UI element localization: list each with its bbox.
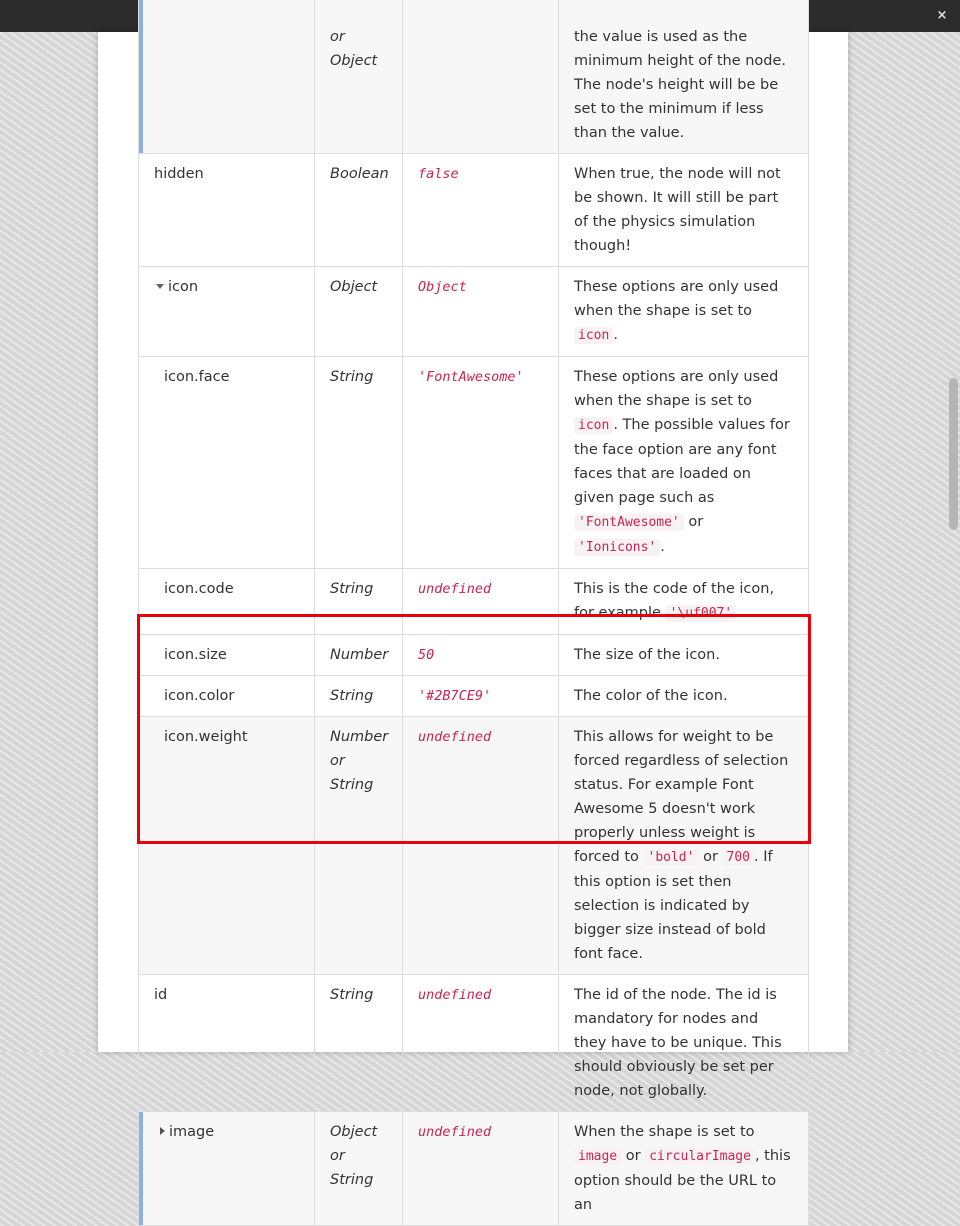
option-description: The color of the icon. bbox=[559, 676, 809, 717]
option-name: icon.code bbox=[139, 569, 315, 635]
option-name[interactable]: image bbox=[139, 1112, 315, 1226]
table-row-highlighted bbox=[139, 717, 809, 975]
option-name[interactable]: icon bbox=[139, 267, 315, 357]
option-description: The size of the icon. bbox=[559, 635, 809, 676]
option-name: icon.weight bbox=[139, 717, 315, 975]
option-type: Number or String bbox=[315, 717, 403, 975]
option-default: false bbox=[403, 154, 559, 267]
option-name: id bbox=[139, 975, 315, 1112]
option-default: '#2B7CE9' bbox=[403, 676, 559, 717]
option-default: undefined bbox=[403, 975, 559, 1112]
option-description: The id of the node. The id is mandatory for nodes and they have to be unique. This should obviously be set per node, not globally. bbox=[559, 975, 809, 1112]
table-row bbox=[139, 154, 809, 267]
option-default bbox=[403, 0, 559, 154]
option-type: String bbox=[315, 975, 403, 1112]
option-name bbox=[139, 0, 315, 154]
triangle-right-icon[interactable] bbox=[160, 1127, 165, 1135]
option-default: 50 bbox=[403, 635, 559, 676]
table-row bbox=[139, 676, 809, 717]
option-description: When true, the node will not be shown. It will still be part of the physics simulation though! bbox=[559, 154, 809, 267]
table-row bbox=[139, 569, 809, 635]
table-row bbox=[139, 1112, 809, 1226]
documentation-page bbox=[98, 29, 848, 1213]
option-type: Boolean bbox=[315, 154, 403, 267]
option-type: String bbox=[315, 676, 403, 717]
option-name: icon.color bbox=[139, 676, 315, 717]
option-description: When the shape is set to image or circularImage , this option should be the URL to an bbox=[559, 1112, 809, 1226]
table-row bbox=[139, 635, 809, 676]
type-object: Object bbox=[330, 53, 378, 69]
scrollbar-thumb[interactable] bbox=[949, 378, 958, 530]
option-description: This allows for weight to be forced regardless of selection status. For example Font Awesome 5 doesn't work properly unless weight is forced to 'bold' or 700 . If this option is set then selection is indicated by bigger size instead of bold font face. bbox=[559, 717, 809, 975]
option-name: icon.face bbox=[139, 357, 315, 569]
table-row bbox=[139, 975, 809, 1112]
option-name: icon.size bbox=[139, 635, 315, 676]
option-default: undefined bbox=[403, 717, 559, 975]
option-type: Number bbox=[315, 635, 403, 676]
option-description: These options are only used when the shape is set to icon . bbox=[559, 267, 809, 357]
option-default: undefined bbox=[403, 1112, 559, 1226]
table-row bbox=[139, 0, 809, 154]
table-row bbox=[139, 357, 809, 569]
node-options-table bbox=[138, 0, 809, 1226]
close-icon[interactable]: × bbox=[936, 8, 948, 23]
option-type: String bbox=[315, 357, 403, 569]
option-type: Object or String bbox=[315, 1112, 403, 1226]
scrollbar[interactable] bbox=[946, 32, 960, 1052]
option-description: This is the code of the icon, for example '\uf007' . bbox=[559, 569, 809, 635]
type-or: or bbox=[330, 29, 345, 45]
option-default: Object bbox=[403, 267, 559, 357]
option-description: the value is used as the minimum height of the node. The node's height will be be set to the minimum if less than the value. bbox=[559, 0, 809, 154]
option-type: Object bbox=[315, 267, 403, 357]
option-description: These options are only used when the shape is set to icon . The possible values for the face option are any font faces that are loaded on given page such as 'FontAwesome' or 'Ionicons' . bbox=[559, 357, 809, 569]
triangle-down-icon[interactable] bbox=[156, 284, 164, 289]
option-type: String bbox=[315, 569, 403, 635]
option-default: undefined bbox=[403, 569, 559, 635]
option-type bbox=[315, 0, 403, 154]
table-row bbox=[139, 267, 809, 357]
option-default: 'FontAwesome' bbox=[403, 357, 559, 569]
option-name: hidden bbox=[139, 154, 315, 267]
